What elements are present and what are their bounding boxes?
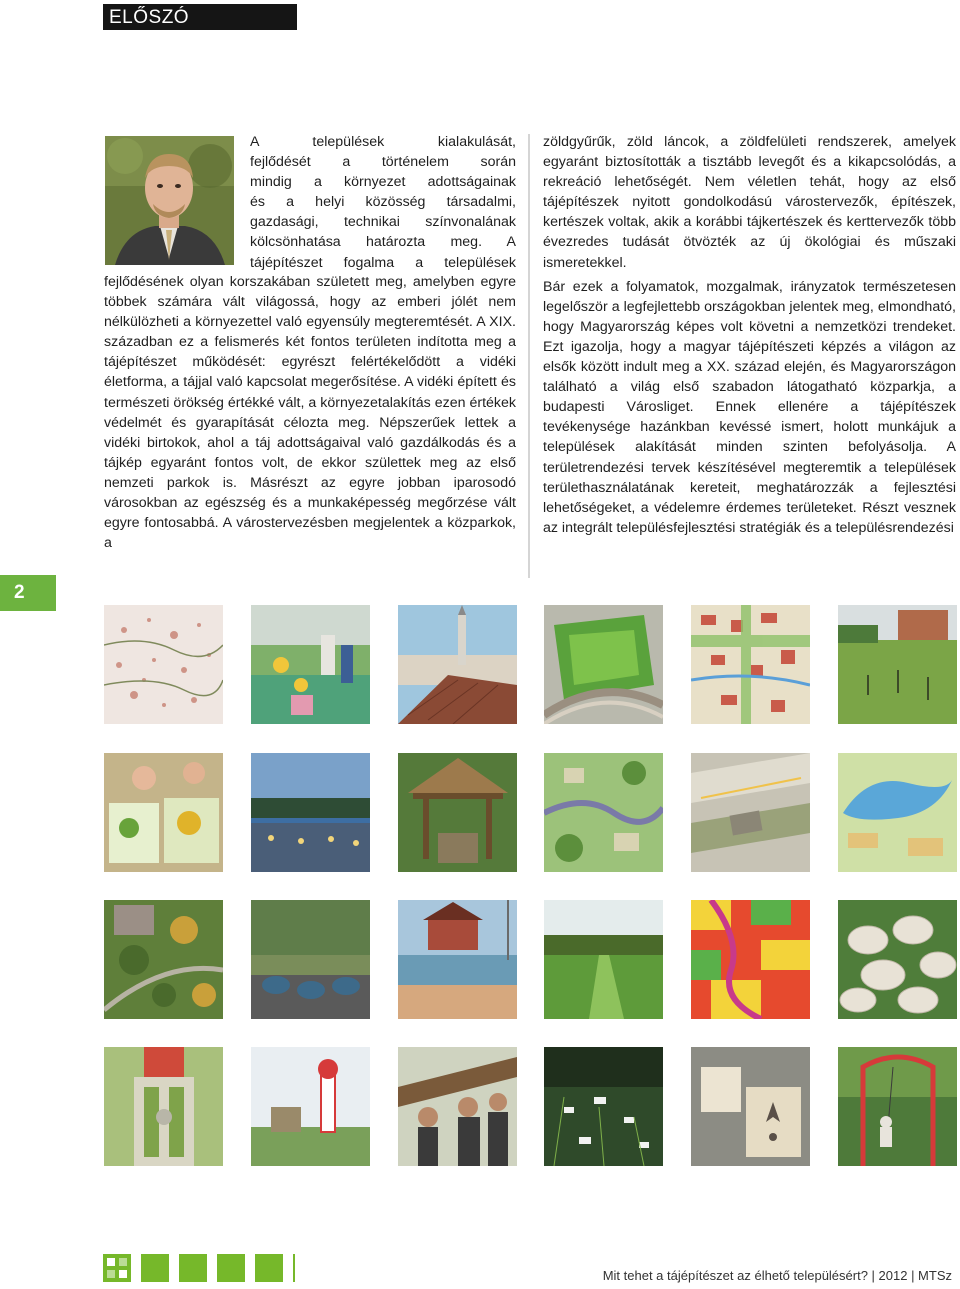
photo-garden-courtyard <box>251 900 370 1019</box>
author-portrait <box>105 136 234 265</box>
photo-lighthouse-rendering <box>251 1047 370 1166</box>
photo-formal-garden-plan <box>104 1047 223 1166</box>
column-divider <box>528 134 530 578</box>
intro-text-top <box>250 132 516 273</box>
intro-text-body: fejlődésének olyan korszakában született meg, amelyben egyre többek számára vált világossá, hogy az emberi jólét nem nélkülözheti a környezettel való egyensúly megteremtését. A XIX. században ez a felismerés két fontos területen indította meg a tájépítészet működését: egyrészt felértékelődött a vidéki életforma, a tájjal való kapcsolat megerősítése. A vidéki épített és természeti örökség értékké vált, a környezetalakítás ezen értékek védelmét és gyarapítását célozta meg. Népszerűek lettek a vidéki birtokok, ahol a táj adottságaival való gazdálkodás és a tájkép egyaránt fontos volt, de ekkor születtek meg az első nemzeti parkok is. Másrészt az egyre jobban iparosodó városokban az egészség és a munkaképesség megőrzése vált egyre fontosabbá. A várostervezésben megjelentek a közparkok, a <box>104 274 516 552</box>
footer-square <box>217 1254 245 1282</box>
footer-square <box>179 1254 207 1282</box>
photo-wooden-shelter <box>398 753 517 872</box>
text-line: fejlődését a történelem során <box>250 154 516 171</box>
page-number: 2 <box>14 582 25 603</box>
photo-boardwalk-church <box>398 605 517 724</box>
photo-park-aerial <box>104 900 223 1019</box>
photo-bread-loaves <box>838 900 957 1019</box>
text-line: tájépítészet fogalma a települések <box>250 254 516 271</box>
photo-regional-map <box>544 753 663 872</box>
photo-timber-lifting <box>398 1047 517 1166</box>
footer-square <box>141 1254 169 1282</box>
photo-children-paintings <box>104 753 223 872</box>
section-header <box>103 4 297 30</box>
paragraph: zöldgyűrűk, zöld láncok, a zöldfelületi rendszerek, amelyek egyaránt biztosították a tisztább levegőt és a kikapcsolódás, a rekreáció lehetőségét. Nem véletlen tehát, hogy az első tájépítészek nyitott gondolkodású várostervezők, építészek, kertészek voltak, akik a korábbi tájkertészek és kerttervezők több évezredes tudását ötvözték az új ökológiai és műszaki ismeretekkel. <box>543 134 956 271</box>
photo-grass-path <box>544 900 663 1019</box>
text-line: gazdasági, technikai színvonalának <box>250 214 516 231</box>
photo-swing-woods <box>838 1047 957 1166</box>
photo-waterfront-plaza <box>398 900 517 1019</box>
page-number-tab <box>0 575 56 611</box>
text-line: és a helyi közösség társadalmi, <box>250 194 516 211</box>
text-line: A települések kialakulását, <box>250 134 516 150</box>
photo-drawing-texture <box>104 605 223 724</box>
photo-stone-cubes <box>691 1047 810 1166</box>
photo-playground <box>251 605 370 724</box>
photo-aerial-site-plan <box>691 753 810 872</box>
photo-town-plan-map <box>691 605 810 724</box>
right-column-text <box>543 132 956 542</box>
section-title: ELŐSZÓ <box>109 7 190 28</box>
footer-square <box>293 1254 295 1282</box>
text-line: mindig a környezet adottságainak <box>250 174 516 191</box>
photo-lake-map <box>838 753 957 872</box>
text-line: kölcsönhatása határozta meg. A <box>250 234 516 251</box>
photo-evening-square <box>251 753 370 872</box>
footer-square <box>255 1254 283 1282</box>
footer-logo <box>103 1254 131 1282</box>
paragraph: Bár ezek a folyamatok, mozgalmak, irányzatok természetesen legelőször a legfejlettebb országokban jelentek meg, elmondható, hogy Magyarország képes volt követni a nemzetközi trendeket. Ezt igazolja, hogy a magyar tájépítészeti képzés a világon az elsők között indult meg a XX. század elején, és Magyarországon található a világ első szabadon látogatható közparkja, a budapesti Városliget. Ennek ellenére a tájépítészek tevékenysége hazánkban kevéssé ismert, holott munkájuk a települések alakítását minden szinten befolyásolja. A területrendezési tervek készítésével megteremtik a települések területhasználatának kereteit, meghatározzák a fejlesztési lehetőségeket, a védelemre érdemes területeket. Részt vesznek az integrált településfejlesztési stratégiák és a településrendezési <box>543 278 956 536</box>
photo-park-plan-aerial <box>544 605 663 724</box>
footer-text: Mit tehet a tájépítészet az élhető településért? | 2012 | MTSz <box>602 1268 952 1283</box>
photo-heat-map <box>691 900 810 1019</box>
photo-meadow-flowers <box>544 1047 663 1166</box>
photo-meadow-trees <box>838 605 957 724</box>
